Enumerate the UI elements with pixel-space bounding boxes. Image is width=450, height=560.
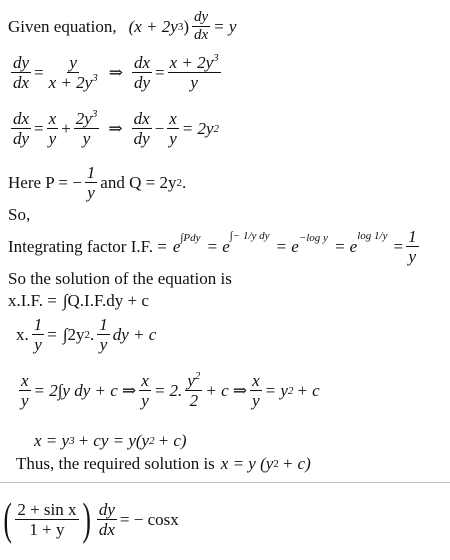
part: x = y <box>34 431 70 450</box>
fraction-x-y <box>19 372 31 409</box>
exponent: 3 <box>91 108 98 120</box>
conclusion-end: + c) <box>281 454 311 473</box>
integrating-factor-line <box>8 228 422 265</box>
given-label: Given equation, <box>8 17 117 36</box>
fraction-dx-dy-2 <box>132 110 152 147</box>
rhs: = − cosx <box>119 509 179 529</box>
integral-expression: ∫Q.I.F.dy + c <box>62 291 149 310</box>
so-line: So, <box>8 205 31 224</box>
conclusion-text: Thus, the required solution is <box>16 454 215 473</box>
exponent: log 1/y <box>357 230 388 242</box>
numerator: dy <box>194 9 209 25</box>
denominator: y <box>141 391 149 410</box>
fraction-x2y3-over-y <box>168 54 221 91</box>
given-equation-line: Given equation, (x + 2y 3 ) $\frac{dy}{dx}$ = y <box>8 9 237 43</box>
rhs-part: + c ⇒ <box>205 381 248 400</box>
numerator <box>185 372 202 391</box>
part: + c) <box>157 431 187 450</box>
numerator: dy <box>13 53 30 72</box>
integral: ∫2y <box>62 325 85 344</box>
equals: = <box>34 119 44 138</box>
numerator: 1 <box>33 315 43 334</box>
fraction-1-y-2 <box>97 316 110 353</box>
xif-label: x.I.F. = <box>8 291 57 310</box>
fraction-y2-2 <box>185 372 202 409</box>
dy-dx-fraction <box>192 10 210 43</box>
numerator: 1 <box>99 315 108 334</box>
fraction-sinx-over-y <box>15 501 78 538</box>
exponent: −log y <box>298 232 328 244</box>
paren-close: ) <box>183 17 189 36</box>
exponent: 3 <box>213 52 219 64</box>
denominator: y <box>82 129 91 148</box>
fraction-x-y-2 <box>139 372 151 409</box>
fraction-y-over-x2y3 <box>47 54 100 91</box>
exponent: ∫Pdy <box>180 232 201 244</box>
fraction-x-y-3 <box>250 372 262 409</box>
exponent: 3 <box>92 72 98 84</box>
conclusion-math: x = y (y <box>220 454 274 473</box>
step-line-9: x. $\frac{1}{y}$ = ∫2y 2 . $\frac{1}{y}$ dy + c <box>16 315 157 354</box>
given-math-lhs: (x + 2y <box>128 17 178 36</box>
numerator: x <box>21 371 29 390</box>
step-line-10: $\frac{x}{y}$ = 2∫y dy + c ⇒ $\frac{x}{y}$ = 2. $\frac{y^2}{2}$ + c ⇒ $\frac{x}{y}$ = y 2 + c <box>21 370 320 410</box>
numerator: x <box>48 109 57 128</box>
numerator: x <box>169 109 177 128</box>
denominator: dx <box>13 73 30 92</box>
exponent: 2 <box>194 370 201 382</box>
denominator-text: x + 2y <box>48 73 93 92</box>
step-line-11: x = y 3 + cy = y(y 2 + c) <box>34 431 187 450</box>
fraction-x-y <box>47 110 59 147</box>
numerator-text: x + 2y <box>169 53 214 72</box>
rhs-part: = 2∫y dy + c ⇒ <box>33 381 137 400</box>
fraction-1-y <box>32 316 45 353</box>
numerator: 1 <box>86 163 96 182</box>
xif-line <box>8 292 149 309</box>
equals-e: = e <box>206 237 230 256</box>
denominator: y <box>252 391 260 410</box>
fraction-dx-dy <box>11 110 31 147</box>
denominator: dx <box>194 27 209 43</box>
denominator: 2 <box>189 391 199 410</box>
step-line-3: $\frac{dx}{dy}$ = $\frac{x}{y}$ + $\frac{2y^3}{y}$ ⇒ $\frac{dx}{dy}$ − $\frac{x}{y}$ = 2y 2 <box>13 108 220 148</box>
denominator: y <box>87 183 95 202</box>
numerator: 2 + sin x <box>17 499 77 519</box>
step-line-2 <box>8 54 224 91</box>
fraction-dy-dx <box>97 501 117 538</box>
equals-e: = e <box>333 237 358 256</box>
equals: = <box>155 63 165 82</box>
fraction-dx-dy <box>132 54 152 91</box>
here-p-q-line: Here P = − $\frac{1}{y}$ and Q = 2y 2 . <box>8 163 187 202</box>
fraction-x-y-2 <box>167 110 179 147</box>
denominator <box>47 73 100 91</box>
period: . <box>181 173 187 192</box>
dot: . <box>90 325 95 344</box>
denominator: y <box>48 129 57 148</box>
x-dot: x. <box>16 325 29 344</box>
equals: = <box>47 325 57 344</box>
conclusion-line: Thus, the required solution is x = y (y 2 + c) <box>16 454 311 473</box>
numerator: y <box>69 53 77 72</box>
equals: = <box>393 237 404 256</box>
numerator <box>74 110 100 129</box>
solution-intro: So the solution of the equation is <box>8 269 232 288</box>
numerator: dx <box>133 53 150 72</box>
divider <box>0 482 450 483</box>
rhs-part: = y <box>264 381 288 400</box>
denominator: y <box>169 129 177 148</box>
rhs: = 2y <box>181 119 214 138</box>
numerator <box>168 54 221 73</box>
rhs-part: = 2. <box>153 381 183 400</box>
equals-e: = e <box>275 237 299 256</box>
and-q-text: and Q = 2y <box>100 173 177 192</box>
denominator: y <box>190 73 198 92</box>
fraction-1-y <box>406 228 419 265</box>
denominator: y <box>408 247 417 266</box>
fraction-dy-dx <box>11 54 31 91</box>
numerator: x <box>141 371 149 390</box>
denominator: dy <box>133 73 150 92</box>
denominator: dy <box>13 129 30 148</box>
if-label: Integrating factor I.F. = <box>8 237 167 256</box>
tail: dy + c <box>112 325 157 344</box>
rhs-part: + c <box>296 381 320 400</box>
numerator: 1 <box>408 227 417 246</box>
right-paren: ) <box>81 493 91 544</box>
fraction-2y3-y <box>74 110 100 147</box>
e-base: e <box>172 237 181 256</box>
minus: − <box>154 119 165 138</box>
denominator: y <box>21 391 29 410</box>
next-problem-equation <box>0 493 179 544</box>
equals: = <box>34 63 44 82</box>
numerator-text: 2y <box>75 109 92 128</box>
fraction-1-y <box>85 164 98 201</box>
implies-arrow: ⇒ <box>108 119 123 138</box>
implies-arrow: ⇒ <box>108 63 123 82</box>
denominator: 1 + y <box>29 519 65 539</box>
denominator: dx <box>98 519 115 539</box>
left-paren: ( <box>3 493 12 544</box>
plus: + <box>61 119 71 138</box>
part: + cy = y(y <box>77 431 150 450</box>
numerator: dx <box>133 109 150 128</box>
numerator: dy <box>98 499 115 519</box>
numerator: dx <box>13 109 30 128</box>
numerator: x <box>252 371 260 390</box>
here-p-text: Here P = − <box>8 173 82 192</box>
denominator: y <box>34 335 42 354</box>
given-rhs: = y <box>213 17 237 36</box>
denominator: y <box>99 335 108 354</box>
exponent: ∫− 1/y dy <box>229 230 270 242</box>
numerator-text: y <box>187 371 195 390</box>
denominator: dy <box>133 129 150 148</box>
